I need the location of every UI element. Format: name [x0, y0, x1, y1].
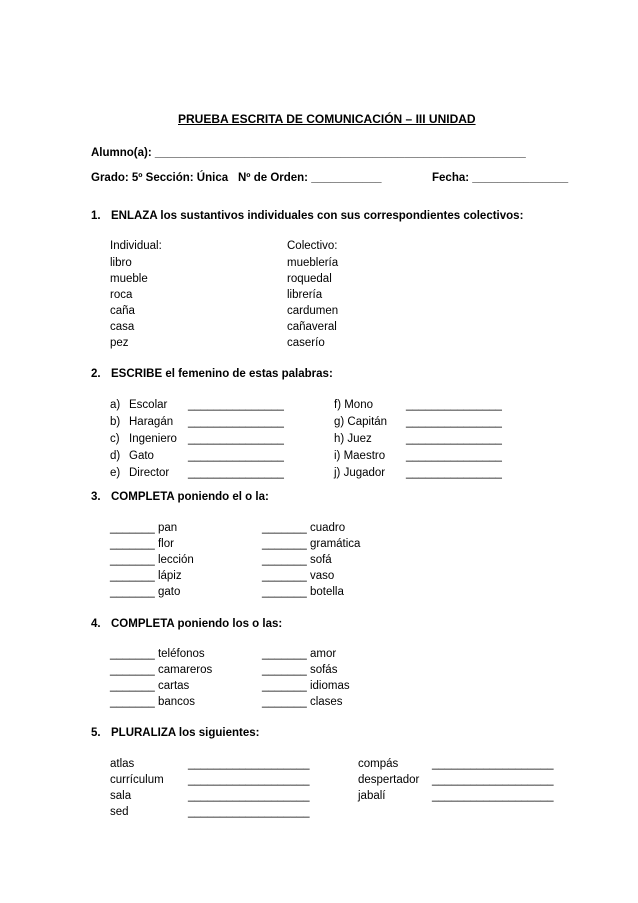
- q3-left-item: _______ lección: [110, 554, 194, 566]
- q1-collective-item: mueblería: [287, 257, 339, 269]
- q2-answer-blank: _______________: [406, 399, 502, 411]
- q5-answer-blank: ___________________: [188, 806, 310, 818]
- q2-number: 2.: [91, 368, 101, 380]
- q4-left-item: _______ camareros: [110, 664, 213, 676]
- q1-number: 1.: [91, 210, 101, 222]
- q1-collective-item: cardumen: [287, 305, 339, 317]
- q4-instruction: COMPLETA poniendo los o las:: [111, 618, 283, 630]
- q2-item-word: i) Maestro: [334, 450, 386, 462]
- q3-left-item: _______ gato: [110, 586, 181, 598]
- q5-answer-blank: ___________________: [432, 790, 554, 802]
- q2-instruction: ESCRIBE el femenino de estas palabras:: [111, 368, 333, 380]
- q3-right-item: _______ cuadro: [262, 522, 346, 534]
- q5-word: sed: [110, 806, 129, 818]
- q2-item-word: h) Juez: [334, 433, 372, 445]
- q4-left-item: _______ cartas: [110, 680, 190, 692]
- q2-item-word: g) Capitán: [334, 416, 388, 428]
- grade-section: Grado: 5º Sección: Única: [91, 172, 229, 184]
- q2-answer-blank: _______________: [188, 467, 284, 479]
- q3-right-item: _______ botella: [262, 586, 344, 598]
- q2-item-letter: e): [110, 467, 121, 479]
- q2-item-letter: d): [110, 450, 121, 462]
- q1-left-header: Individual:: [110, 240, 162, 252]
- q2-item-word: Escolar: [129, 399, 168, 411]
- date-line: Fecha: _______________: [432, 172, 569, 184]
- q2-item-word: Haragán: [129, 416, 174, 428]
- q3-left-item: _______ lápiz: [110, 570, 182, 582]
- q2-item-word: Director: [129, 467, 170, 479]
- q5-word: jabalí: [358, 790, 386, 802]
- q2-answer-blank: _______________: [188, 450, 284, 462]
- q3-instruction: COMPLETA poniendo el o la:: [111, 491, 269, 503]
- q2-answer-blank: _______________: [406, 450, 502, 462]
- q5-answer-blank: ___________________: [188, 774, 310, 786]
- q3-right-item: _______ sofá: [262, 554, 332, 566]
- q5-instruction: PLURALIZA los siguientes:: [111, 727, 260, 739]
- q5-word: sala: [110, 790, 132, 802]
- order-number-line: Nº de Orden: ___________: [238, 172, 382, 184]
- q1-individual-item: pez: [110, 337, 129, 349]
- q4-left-item: _______ bancos: [110, 696, 196, 708]
- q1-collective-item: cañaveral: [287, 321, 337, 333]
- q1-individual-item: casa: [110, 321, 135, 333]
- q3-right-item: _______ gramática: [262, 538, 361, 550]
- q5-answer-blank: ___________________: [188, 758, 310, 770]
- q4-right-item: _______ amor: [262, 648, 337, 660]
- q4-left-item: _______ teléfonos: [110, 648, 205, 660]
- q2-item-word: Gato: [129, 450, 154, 462]
- q2-answer-blank: _______________: [406, 433, 502, 445]
- q1-instruction: ENLAZA los sustantivos individuales con sus correspondientes colectivos:: [111, 210, 524, 222]
- q1-collective-item: roquedal: [287, 273, 332, 285]
- q5-answer-blank: ___________________: [432, 758, 554, 770]
- q3-number: 3.: [91, 491, 101, 503]
- q2-answer-blank: _______________: [406, 416, 502, 428]
- q2-answer-blank: _______________: [188, 399, 284, 411]
- student-name-line: Alumno(a): __________________________________________________________: [91, 147, 526, 159]
- q4-right-item: _______ clases: [262, 696, 343, 708]
- q2-answer-blank: _______________: [188, 416, 284, 428]
- q5-answer-blank: ___________________: [432, 774, 554, 786]
- q5-number: 5.: [91, 727, 101, 739]
- q2-answer-blank: _______________: [406, 467, 502, 479]
- q2-item-word: Ingeniero: [129, 433, 177, 445]
- q1-collective-item: caserío: [287, 337, 325, 349]
- q3-right-item: _______ vaso: [262, 570, 335, 582]
- q2-item-letter: c): [110, 433, 120, 445]
- q4-right-item: _______ idiomas: [262, 680, 350, 692]
- q2-item-word: f) Mono: [334, 399, 373, 411]
- q1-right-header: Colectivo:: [287, 240, 338, 252]
- q5-word: atlas: [110, 758, 135, 770]
- q1-individual-item: libro: [110, 257, 132, 269]
- q1-individual-item: mueble: [110, 273, 148, 285]
- q2-item-letter: a): [110, 399, 121, 411]
- q5-word: currículum: [110, 774, 164, 786]
- q2-answer-blank: _______________: [188, 433, 284, 445]
- q4-right-item: _______ sofás: [262, 664, 338, 676]
- q1-individual-item: caña: [110, 305, 135, 317]
- q1-collective-item: librería: [287, 289, 323, 301]
- q5-word: compás: [358, 758, 399, 770]
- q5-word: despertador: [358, 774, 420, 786]
- q4-number: 4.: [91, 618, 101, 630]
- q3-left-item: _______ flor: [110, 538, 174, 550]
- q5-answer-blank: ___________________: [188, 790, 310, 802]
- page-title: PRUEBA ESCRITA DE COMUNICACIÓN – III UNIDAD: [178, 112, 476, 126]
- q3-left-item: _______ pan: [110, 522, 178, 534]
- q1-individual-item: roca: [110, 289, 133, 301]
- q2-item-word: j) Jugador: [334, 467, 386, 479]
- q2-item-letter: b): [110, 416, 121, 428]
